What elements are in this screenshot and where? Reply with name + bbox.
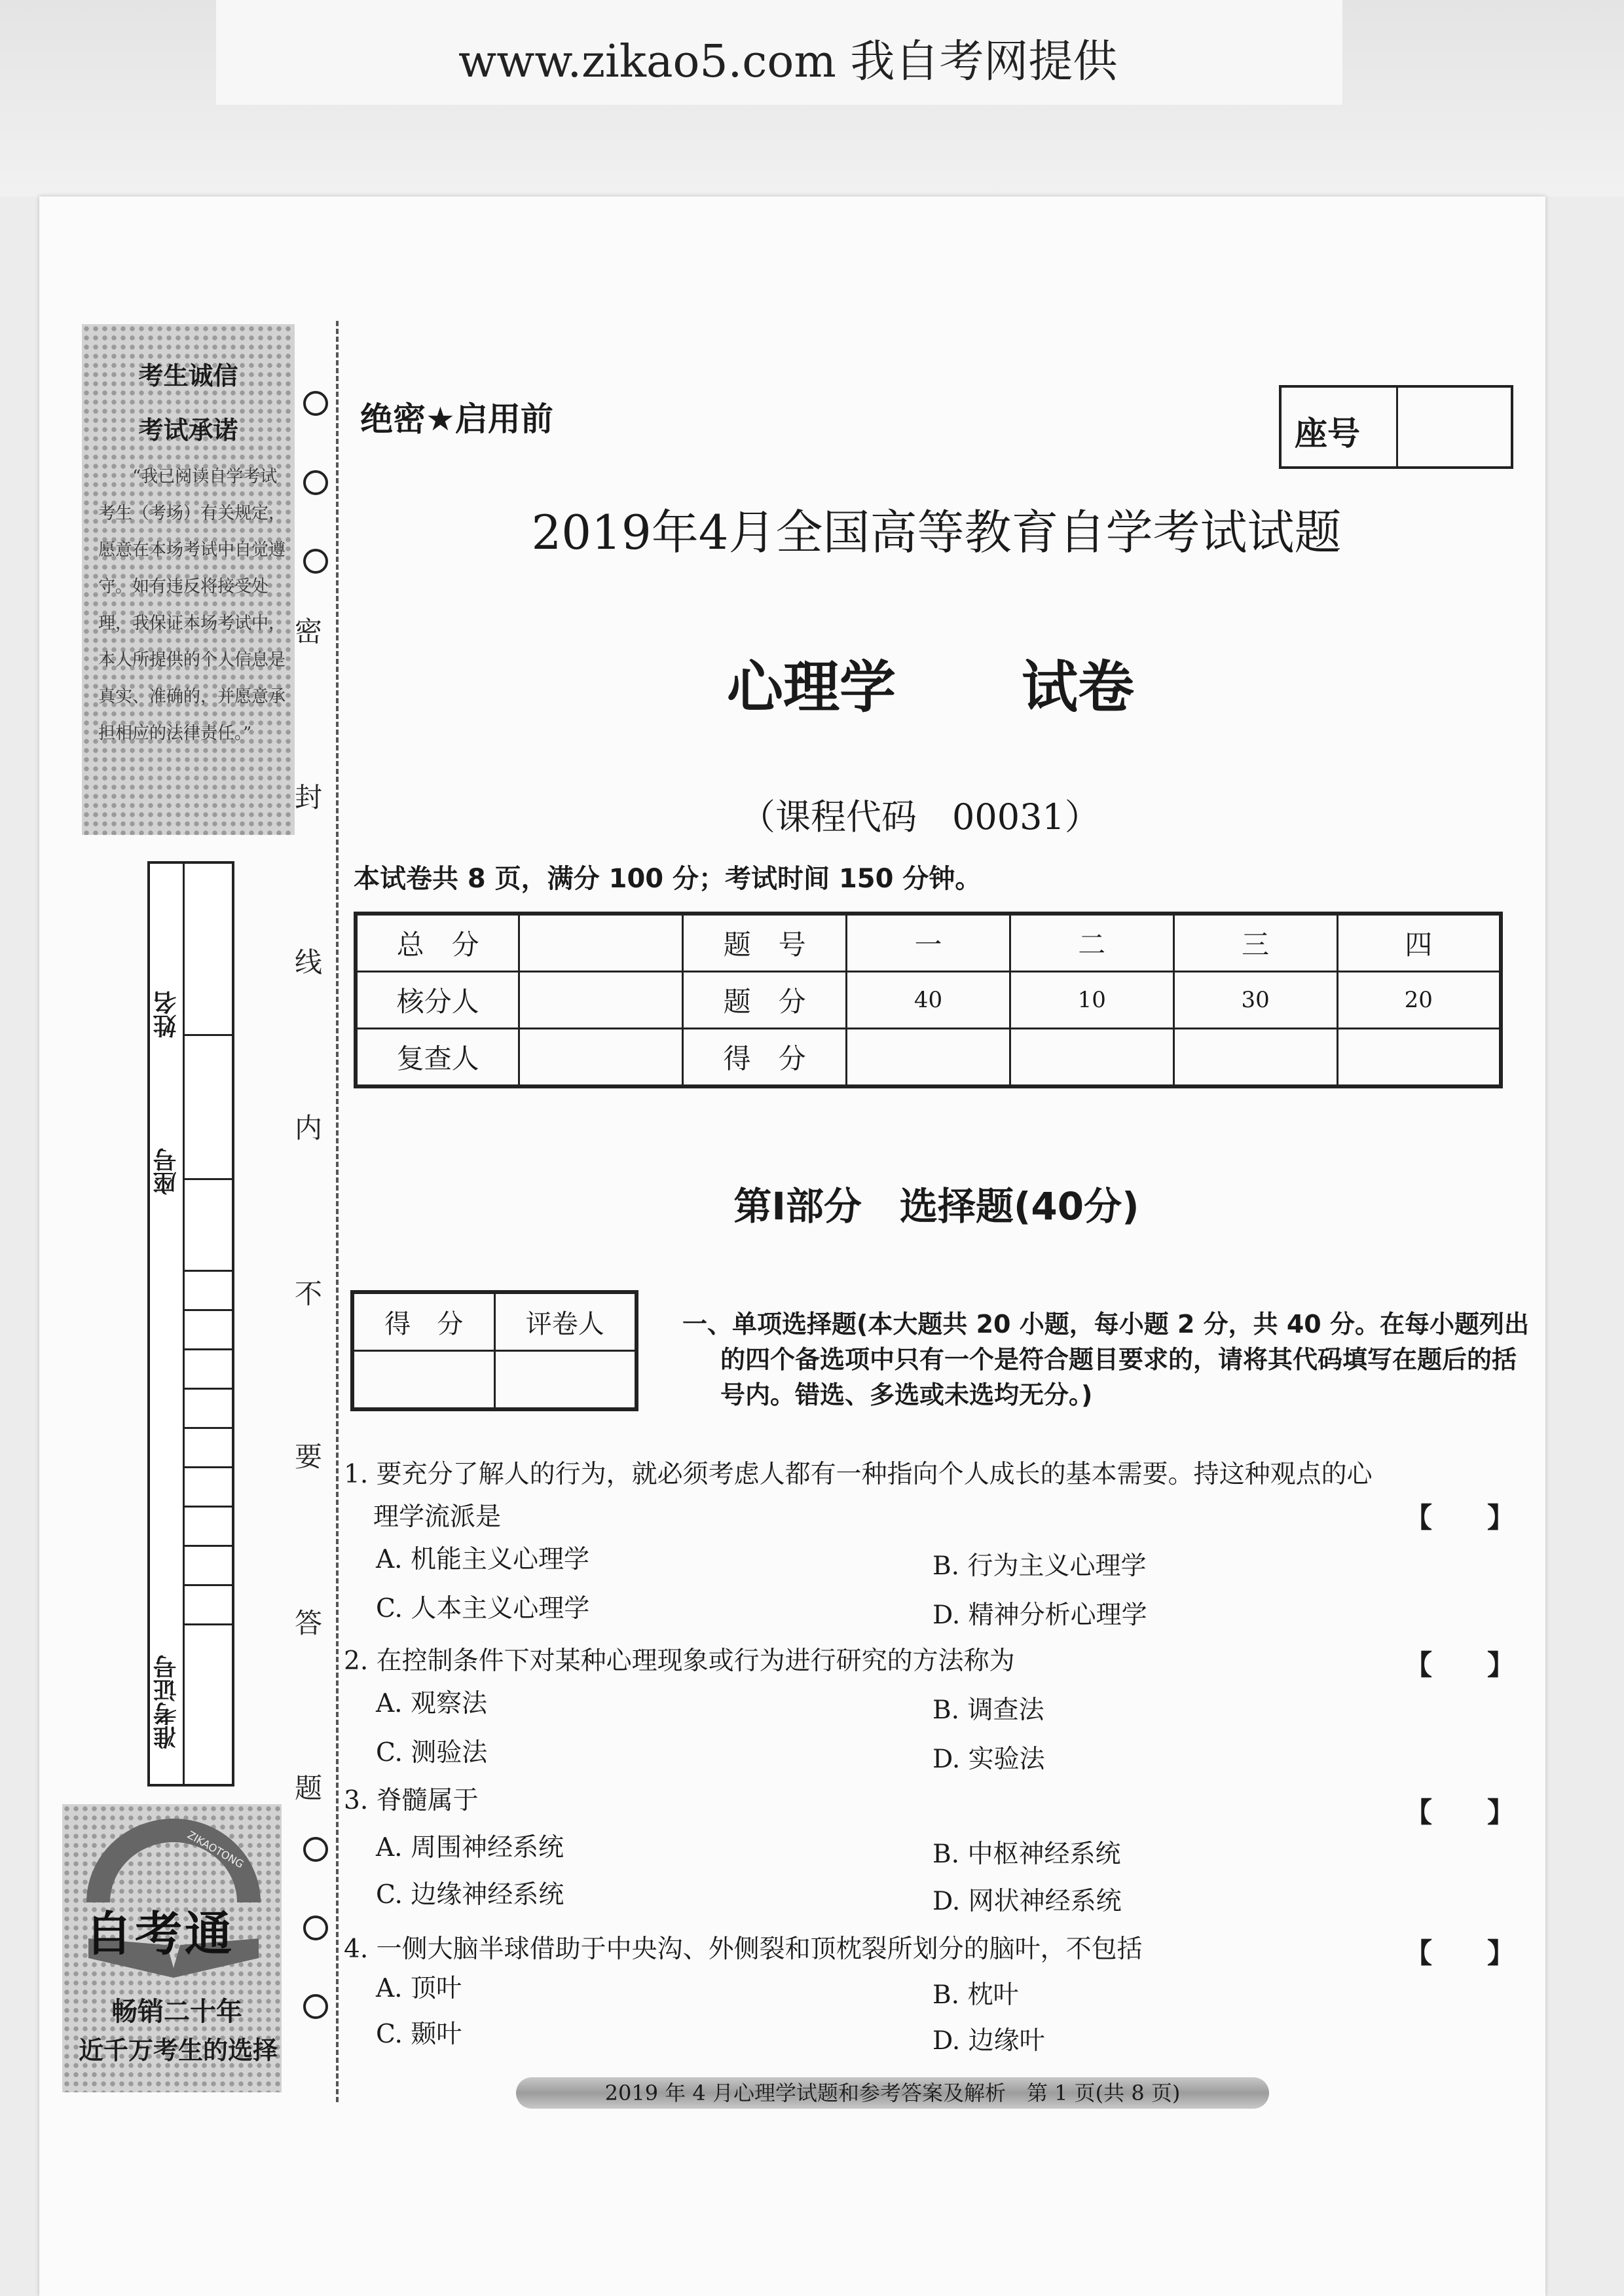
option: B. 中枢神经系统	[932, 1840, 1121, 1869]
question-stem-cont: 理学流派是	[373, 1502, 502, 1532]
checker-label: 核分人	[356, 972, 519, 1029]
fold-mark: 内	[295, 1112, 323, 1144]
logo-slogan-2: 近千万考生的选择	[79, 2036, 278, 2065]
id-cell	[185, 1545, 232, 1547]
zikaotong-logo	[62, 1804, 282, 2092]
reviewer-label: 复查人	[356, 1028, 519, 1086]
seat-number-label: 座号	[1295, 415, 1360, 453]
checker-cell	[519, 972, 683, 1029]
question-stem: 3. 脊髓属于	[344, 1786, 479, 1815]
exam-title: 2019年4月全国高等教育自学考试试题	[531, 505, 1342, 560]
binding-hole-icon	[303, 1916, 328, 1940]
total-score-label: 总 分	[356, 914, 519, 972]
question-stem: 2. 在控制条件下对某种心理现象或行为进行研究的方法称为	[344, 1646, 1015, 1676]
option: A. 观察法	[376, 1689, 487, 1718]
fold-mark: 线	[295, 946, 323, 978]
page-footer: 2019 年 4 月心理学试题和参考答案及解析 第 1 页(共 8 页)	[516, 2077, 1269, 2109]
candidate-info-box	[147, 861, 234, 1787]
grader-table	[350, 1290, 638, 1411]
exam-id-label: 准考证号	[153, 1655, 180, 1749]
exam-info: 本试卷共 8 页，满分 100 分；考试时间 150 分钟。	[354, 864, 982, 894]
id-cell	[185, 1584, 232, 1586]
option: B. 调查法	[932, 1695, 1044, 1725]
course-code: （课程代码 00031）	[740, 796, 1100, 838]
section-no: 二	[1010, 914, 1173, 972]
svg-text:ZIKAOTONG: ZIKAOTONG	[185, 1828, 246, 1871]
id-cell	[185, 1270, 232, 1272]
logo-slogan-1: 畅销二十年	[111, 1997, 242, 2027]
section-instruction: 一、单项选择题(本大题共 20 小题，每小题 2 分，共 40 分。在每小题列出的四个备选项中只有一个是符合题目要求的，请将其代码填写在题后的括号内。错选、多选或未选均无分。)	[682, 1310, 1529, 1409]
section-no: 四	[1337, 914, 1501, 972]
section-score: 30	[1173, 972, 1337, 1029]
obtained-score-cell	[1337, 1028, 1501, 1086]
option: C. 人本主义心理学	[376, 1594, 590, 1623]
seat-label: 座号	[153, 1148, 180, 1195]
option: C. 测验法	[376, 1738, 488, 1768]
id-cell	[185, 1348, 232, 1350]
pledge-title-line1: 考生诚信	[138, 361, 238, 390]
subject-title: 心理学	[727, 655, 896, 720]
answer-bracket[interactable]: 【 】	[1405, 1502, 1515, 1534]
score-label: 得 分	[352, 1292, 494, 1351]
option: D. 边缘叶	[932, 2026, 1045, 2056]
option: B. 行为主义心理学	[932, 1551, 1147, 1581]
binding-hole-icon	[303, 1994, 328, 2019]
obtained-score-cell	[847, 1028, 1010, 1086]
field-divider	[185, 1034, 232, 1036]
fold-mark: 封	[295, 781, 323, 813]
id-cell	[185, 1623, 232, 1625]
seat-number-box[interactable]	[1279, 385, 1513, 469]
score-cell	[352, 1351, 494, 1410]
grader-label: 评卷人	[494, 1292, 637, 1351]
total-score-cell	[519, 914, 683, 972]
pledge-text: “我已阅读自学考试考生（考场）有关规定，愿意在本场考试中自觉遵守。如有违反将接受处理，我保证本场考试中，本人所提供的个人信息是真实、准确的，并愿意承担相应的法律责任。”	[98, 467, 286, 743]
id-cell	[185, 1506, 232, 1508]
paper-label: 试卷	[1022, 655, 1134, 720]
question-no-label: 题 号	[683, 914, 847, 972]
option: C. 边缘神经系统	[376, 1880, 564, 1910]
id-cell	[185, 1309, 232, 1311]
integrity-pledge	[82, 324, 295, 835]
section-score: 40	[847, 972, 1010, 1029]
fold-mark: 不	[295, 1278, 323, 1310]
id-cell	[185, 1388, 232, 1390]
reviewer-cell	[519, 1028, 683, 1086]
answer-bracket[interactable]: 【 】	[1405, 1937, 1515, 1969]
section-no: 三	[1173, 914, 1337, 972]
part-title: 第Ⅰ部分 选择题(40分)	[733, 1184, 1139, 1229]
obtained-score-cell	[1010, 1028, 1173, 1086]
fold-mark: 答	[295, 1607, 323, 1639]
option: A. 顶叶	[376, 1974, 462, 2003]
obtained-score-label: 得 分	[683, 1028, 847, 1086]
section-no: 一	[847, 914, 1010, 972]
question-stem: 4. 一侧大脑半球借助于中央沟、外侧裂和顶枕裂所划分的脑叶，不包括	[344, 1935, 1143, 1964]
question-score-label: 题 分	[683, 972, 847, 1029]
answer-bracket[interactable]: 【 】	[1405, 1796, 1515, 1828]
binding-hole-icon	[303, 1837, 328, 1862]
option: C. 颞叶	[376, 2020, 462, 2049]
fold-mark: 密	[295, 616, 323, 648]
option: A. 周围神经系统	[376, 1833, 564, 1862]
binding-hole-icon	[303, 470, 328, 495]
option: D. 实验法	[932, 1745, 1045, 1774]
fold-mark: 题	[295, 1772, 323, 1804]
answer-bracket[interactable]: 【 】	[1405, 1649, 1515, 1681]
id-cell	[185, 1427, 232, 1429]
logo-brand: 自考通	[85, 1906, 235, 1961]
obtained-score-cell	[1173, 1028, 1337, 1086]
name-label: 姓名	[153, 991, 180, 1038]
score-table	[354, 912, 1503, 1088]
section-score: 20	[1337, 972, 1501, 1029]
option: D. 精神分析心理学	[932, 1601, 1147, 1630]
binding-hole-icon	[303, 391, 328, 416]
option: D. 网状神经系统	[932, 1887, 1122, 1916]
pledge-title-line2: 考试承诺	[138, 416, 238, 445]
option: B. 枕叶	[932, 1980, 1019, 2010]
classification-label: 绝密★启用前	[360, 400, 553, 438]
fold-mark: 要	[295, 1441, 323, 1473]
id-cell	[185, 1466, 232, 1468]
grader-cell	[494, 1351, 637, 1410]
source-watermark: www.zikao5.com 我自考网提供	[458, 36, 1118, 88]
section-score: 10	[1010, 972, 1173, 1029]
question-stem: 1. 要充分了解人的行为，就必须考虑人都有一种指向个人成长的基本需要。持这种观点的心	[344, 1460, 1373, 1489]
option: A. 机能主义心理学	[376, 1545, 589, 1574]
